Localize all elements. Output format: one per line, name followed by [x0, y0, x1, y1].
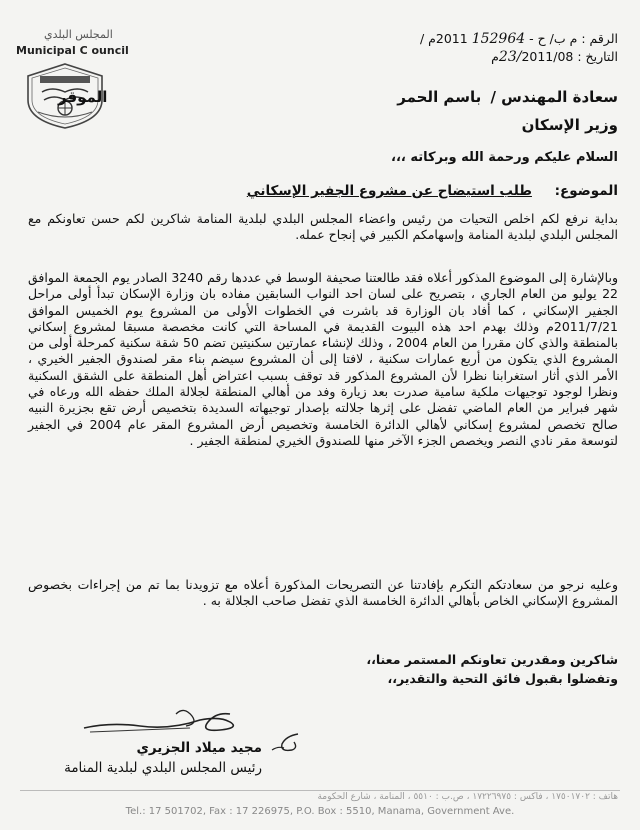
- recipient-block: [58, 88, 618, 134]
- signatory-name: مجيد ميلاد الجزيري: [136, 740, 262, 756]
- reference-date-line: [338, 48, 618, 66]
- closing-block: [198, 650, 618, 688]
- initials-mark: [268, 728, 308, 758]
- recipient-line: [58, 88, 618, 112]
- subject-label: الموضوع:: [554, 183, 618, 199]
- reference-number-year: 2011م /: [419, 31, 468, 46]
- signatory-title: رئيس المجلس البلدي لبلدية المنامة: [64, 760, 262, 776]
- subject-line: [58, 183, 618, 199]
- footer-contact-english: Tel.: 17 501702, Fax : 17 226975, P.O. Box : 5510, Manama, Government Ave.: [125, 806, 515, 817]
- reference-date-rest: 2011/08م: [491, 49, 574, 64]
- recipient-name: باسم الحمر: [397, 88, 482, 106]
- footer-divider: [20, 790, 620, 791]
- reference-date-handwritten: 23/: [498, 49, 522, 65]
- reference-block: [338, 30, 618, 66]
- body-paragraph: بداية نرفع لكم اخلص التحيات من رئيس واعضاء المجلس البلدي لبلدية المنامة شاكرين لكم حسن تعاونكم مع المجلس البلدي لبلدية المنامة وإسهامكم الكبير في إنجاح عمله.: [28, 211, 618, 243]
- handwritten-signature: [80, 700, 250, 745]
- recipient-honorific: الموقر: [58, 88, 108, 106]
- council-name-english: Municipal C ouncil: [16, 44, 129, 57]
- footer-contact-arabic: هاتف : ١٧٥٠١٧٠٢ ، فاكس : ١٧٢٢٦٩٧٥ ، ص.ب : ٥٥١٠ ، المنامة ، شارع الحكومة: [317, 792, 618, 802]
- greeting: السلام عليكم ورحمة الله وبركاته ،،،: [391, 150, 618, 165]
- subject-text: طلب استيضاح عن مشروع الجفير الإسكاني: [246, 183, 532, 199]
- recipient-title: سعادة المهندس /: [490, 88, 618, 106]
- body-paragraph: وعليه نرجو من سعادتكم التكرم بإفادتنا عن التصريحات المذكورة أعلاه مع تزويدنا بما تم من إجراءات بخصوص المشروع الإسكاني الخاص بأهالي الدائرة الخامسة الذي تفضل صاحب الجلالة به .: [28, 577, 618, 609]
- reference-date-label: التاريخ :: [577, 49, 618, 64]
- reference-number-line: [338, 30, 618, 48]
- council-name-arabic: المجلس البلدي: [44, 28, 113, 41]
- body-paragraph: وبالإشارة إلى الموضوع المذكور أعلاه فقد طالعتنا صحيفة الوسط في عددها رقم 3240 الصادر يوم الجمعة الموافق 22 يوليو من العام الجاري ، بتصريح على لسان احد النواب السابقين مفاده بان وزارة الإسكان تبدأ أولى مراحل الجفير الإسكاني ، كما أفاد بان الوزارة قد باشرت في الخطوات الأولى من المشروع يوم الخميس الموافق 2011/7/21م وذلك بهدم احد هذه البيوت القديمة في المساحة التي كانت مخصصة مسبقا لمشروع إسكاني بالمنطقة والذي كان مقررا من العام 2004 ، وذلك لإنشاء عمارتين سكنيتين تضم 50 شقة سكنية كمرحلة أولى من المشروع الذي يتكون من أربع عمارات سكنية ، لافتا إلى أن المشروع سيضم بناء مقر لصندوق الجفير الخيري ، الأمر الذي أثار استغرابنا نظرا لأن المشروع المذكور قد توقف بسبب اعتراض أهل المنطقة على الشقق السكنية ونظرا لوجود توجيهات ملكية سامية صدرت بعد زيارة وفد من أهالي المنطقة لجلالة الملك حفظه الله ورعاه في شهر فبراير من العام الماضي تفضل على إثرها جلالته بإصدار توجيهاته السديدة بتخصيص أرض تقع بجزيرة النبيه صالح تخصص لمشروع إسكاني لأهالي الدائرة الخامسة وتخصيص أرض المشروع المقر عام 2004 في الجفير لتوسعة مقر نادي النصر ويخصص الجزء الآخر منها للصندوق الخيري لمنطقة الجفير .: [28, 270, 619, 448]
- closing-line-1: شاكرين ومقدرين تعاونكم المستمر معنا،،: [366, 652, 618, 667]
- reference-number-label: الرقم : م ب/ ح -: [529, 31, 618, 46]
- reference-number-handwritten: 152964: [471, 31, 526, 47]
- recipient-position: وزير الإسكان: [521, 116, 618, 134]
- closing-line-2: وتفضلوا بقبول فائق التحية والتقدير،،: [387, 671, 618, 686]
